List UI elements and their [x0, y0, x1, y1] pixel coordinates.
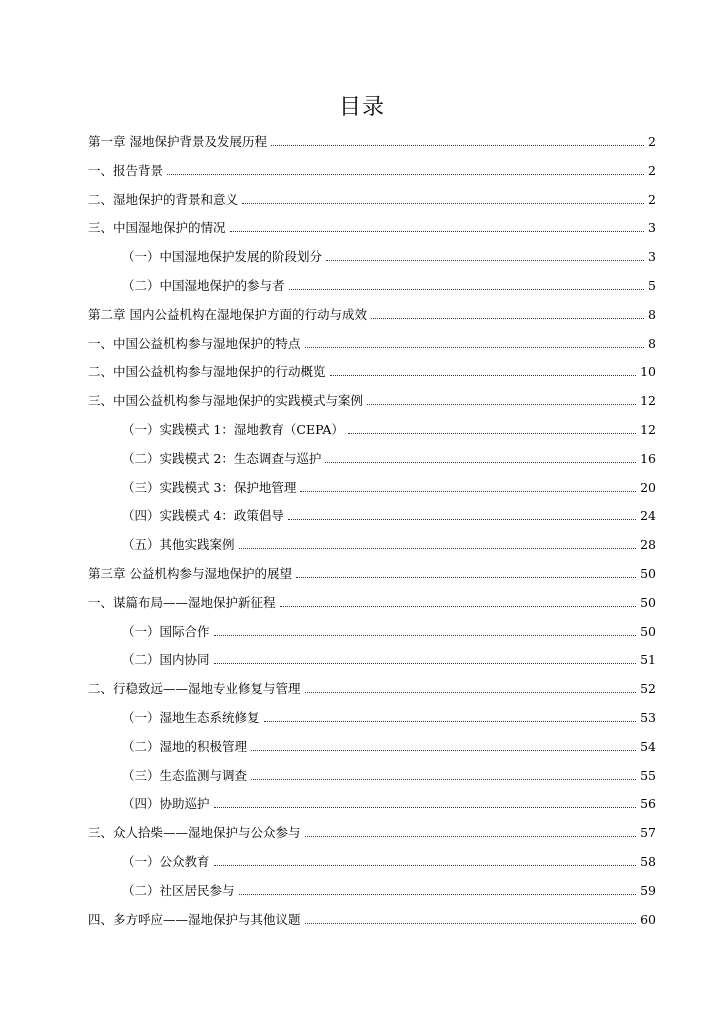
- toc-entry-label: （二）实践模式 2：生态调查与巡护: [122, 450, 322, 466]
- toc-entry-page-number: 58: [640, 854, 656, 869]
- toc-entry[interactable]: [122, 504, 656, 524]
- toc-entry-label: 一、报告背景: [88, 162, 164, 178]
- toc-entry-label: （二）湿地的积极管理: [122, 738, 248, 754]
- toc-leader-dots: [330, 374, 637, 376]
- toc-entry-page-number: 12: [640, 393, 656, 409]
- toc-leader-dots: [214, 864, 637, 866]
- toc-entry-label: 三、众人拾柴——湿地保护与公众参与: [88, 825, 301, 841]
- toc-leader-dots: [326, 259, 644, 261]
- toc-entry[interactable]: [88, 332, 656, 352]
- toc-leader-dots: [230, 230, 645, 232]
- toc-entry-label: 四、多方呼应——湿地保护与其他议题: [88, 911, 301, 927]
- toc-entry[interactable]: [122, 245, 656, 265]
- toc-entry[interactable]: [88, 591, 656, 611]
- toc-entry[interactable]: [122, 533, 656, 553]
- toc-leader-dots: [305, 922, 637, 924]
- toc-entry-page-number: 2: [648, 191, 656, 207]
- toc-entry-label: 三、中国公益机构参与湿地保护的实践模式与案例: [88, 393, 364, 409]
- toc-entry-page-number: 50: [640, 623, 656, 639]
- toc-entry-page-number: 2: [648, 162, 656, 178]
- toc-entry-label: （四）协助巡护: [122, 796, 210, 812]
- toc-leader-dots: [214, 634, 637, 636]
- toc-entry-page-number: 51: [640, 652, 656, 668]
- toc-leader-dots: [305, 835, 637, 837]
- toc-leader-dots: [300, 490, 636, 492]
- toc-entry-page-number: 59: [640, 882, 656, 898]
- toc-entry-page-number: 3: [648, 249, 656, 265]
- toc-leader-dots: [305, 691, 637, 693]
- toc-entry-label: （一）湿地生态系统修复: [122, 710, 260, 725]
- toc-entry-page-number: 5: [648, 278, 656, 293]
- toc-leader-dots: [305, 346, 645, 348]
- toc-entry-page-number: 53: [640, 710, 656, 725]
- toc-entry-page-number: 12: [640, 422, 656, 437]
- toc-leader-dots: [167, 173, 644, 175]
- toc-entry[interactable]: [88, 677, 656, 697]
- toc-entry[interactable]: [122, 648, 656, 668]
- toc-entry-label: （一）国际合作: [122, 623, 210, 639]
- toc-leader-dots: [271, 144, 644, 146]
- toc-entry-page-number: 60: [640, 911, 656, 927]
- toc-leader-dots: [214, 806, 637, 808]
- toc-entry[interactable]: [122, 792, 656, 812]
- toc-entry-page-number: 52: [640, 681, 656, 697]
- toc-entry[interactable]: [88, 159, 656, 179]
- toc-entry-label: 三、中国湿地保护的情况: [88, 220, 226, 236]
- toc-entry[interactable]: [122, 879, 656, 899]
- toc-entry-label: 第一章 湿地保护背景及发展历程: [88, 134, 267, 149]
- toc-entry-page-number: 24: [640, 508, 656, 524]
- toc-entry-label: 二、湿地保护的背景和意义: [88, 191, 239, 207]
- toc-entry[interactable]: [88, 562, 656, 582]
- toc-entry-label: （四）实践模式 4：政策倡导: [122, 508, 284, 524]
- toc-leader-dots: [242, 202, 644, 204]
- toc-entry-label: （一）中国湿地保护发展的阶段划分: [122, 249, 323, 265]
- toc-leader-dots: [371, 317, 644, 319]
- toc-entry[interactable]: [122, 274, 656, 294]
- toc-entry-label: 二、行稳致远——湿地专业修复与管理: [88, 681, 301, 697]
- toc-entry-label: 二、中国公益机构参与湿地保护的行动概览: [88, 364, 326, 380]
- toc-entry-page-number: 8: [648, 335, 656, 351]
- toc-leader-dots: [325, 461, 636, 463]
- toc-leader-dots: [251, 778, 636, 780]
- toc-entry-label: （二）中国湿地保护的参与者: [122, 278, 285, 293]
- toc-entry-page-number: 10: [640, 364, 656, 380]
- toc-leader-dots: [288, 518, 636, 520]
- toc-entry-page-number: 55: [640, 767, 656, 783]
- toc-leader-dots: [367, 403, 636, 405]
- toc-entry-page-number: 3: [648, 220, 656, 236]
- toc-entry-page-number: 2: [648, 134, 656, 149]
- toc-entry-page-number: 50: [640, 594, 656, 610]
- toc-leader-dots: [239, 547, 637, 549]
- toc-entry-label: （三）实践模式 3：保护地管理: [122, 479, 297, 495]
- toc-leader-dots: [214, 662, 637, 664]
- toc-entry[interactable]: [122, 620, 656, 640]
- toc-entry[interactable]: [122, 418, 656, 438]
- toc-entry-page-number: 56: [640, 796, 656, 812]
- page-title: 目录: [338, 95, 385, 120]
- toc-entry[interactable]: [122, 735, 656, 755]
- toc-entry-page-number: 16: [640, 450, 656, 466]
- toc-entry[interactable]: [88, 360, 656, 380]
- toc-leader-dots: [280, 605, 637, 607]
- toc-entry-page-number: 57: [640, 825, 656, 841]
- toc-leader-dots: [296, 576, 636, 578]
- toc-leader-dots: [264, 720, 637, 722]
- toc-entry[interactable]: [122, 476, 656, 496]
- toc-entry-label: 一、中国公益机构参与湿地保护的特点: [88, 335, 301, 351]
- toc-entry[interactable]: [88, 821, 656, 841]
- toc-leader-dots: [239, 893, 637, 895]
- toc-entry-label: （三）生态监测与调查: [122, 767, 248, 783]
- toc-entry[interactable]: [88, 130, 656, 150]
- toc-entry-label: （二）国内协同: [122, 652, 210, 668]
- toc-entry[interactable]: [122, 447, 656, 467]
- toc-entry[interactable]: [88, 216, 656, 236]
- toc-entry[interactable]: [122, 850, 656, 870]
- toc-entry-label: （一）实践模式 1：湿地教育（CEPA）: [122, 422, 344, 437]
- toc-entry-page-number: 8: [648, 306, 656, 322]
- toc-entry[interactable]: [88, 389, 656, 409]
- toc-entry[interactable]: [88, 188, 656, 208]
- toc-entry-page-number: 54: [640, 738, 656, 754]
- toc-entry[interactable]: [122, 706, 656, 726]
- toc-entry-label: （一）公众教育: [122, 854, 210, 869]
- toc-entry-label: 第三章 公益机构参与湿地保护的展望: [88, 566, 292, 581]
- toc-leader-dots: [348, 432, 636, 434]
- toc-entry[interactable]: [122, 764, 656, 784]
- toc-entry-page-number: 28: [640, 537, 656, 553]
- toc-entry-label: 一、谋篇布局——湿地保护新征程: [88, 594, 276, 610]
- toc-entry-label: （二）社区居民参与: [122, 882, 235, 898]
- toc-leader-dots: [251, 749, 636, 751]
- toc-leader-dots: [289, 288, 645, 290]
- toc-entry-page-number: 50: [640, 566, 656, 581]
- toc-entry[interactable]: [88, 908, 656, 928]
- toc-entry-page-number: 20: [640, 479, 656, 495]
- toc-entry-label: （五）其他实践案例: [122, 537, 235, 553]
- toc-entry-label: 第二章 国内公益机构在湿地保护方面的行动与成效: [88, 306, 367, 322]
- toc-entry[interactable]: [88, 303, 656, 323]
